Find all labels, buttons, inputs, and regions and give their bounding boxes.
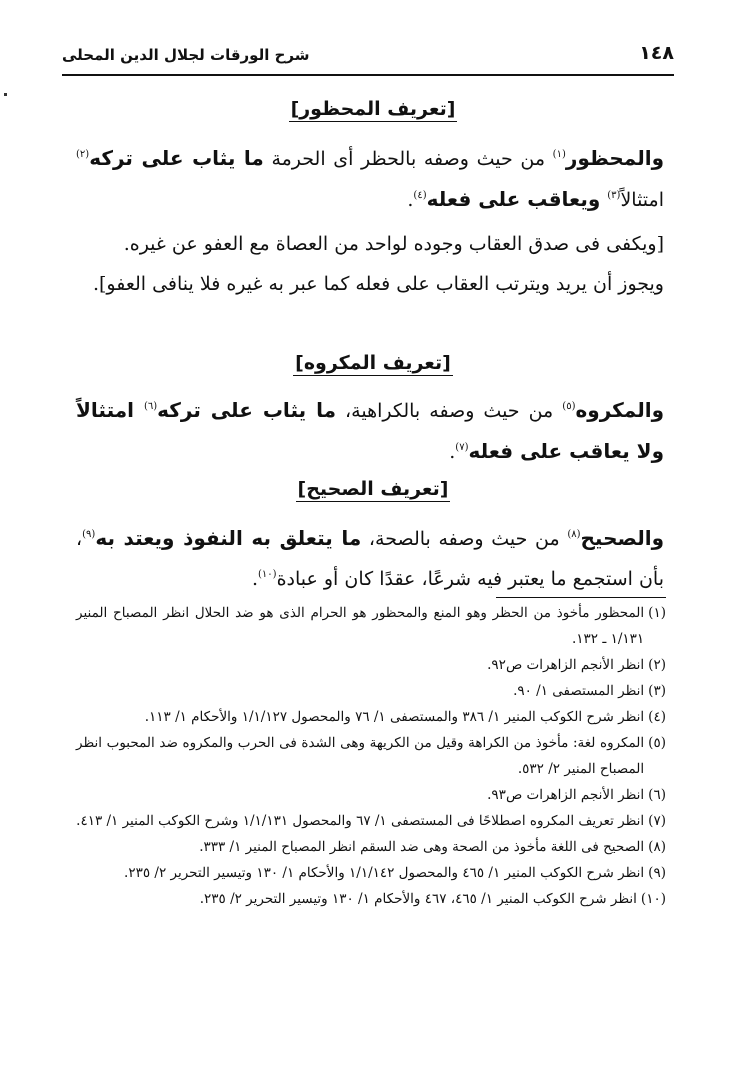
footnote (76, 678, 666, 704)
footnote-text: انظر شرح الكوكب المنير ١/ ٣٨٦ والمستصفى ١/ ٧٦ والمحصول ١/١/١٢٧ والأحكام ١/ ١١٣. (144, 709, 645, 725)
commentary-text: [ويكفى فى صدق العقاب وجوده لواحد من العصاة مع العفو عن غيره. (123, 233, 664, 255)
term-makruh: والمكروه (575, 398, 664, 422)
footnote-ref-3[interactable]: (٣) (607, 190, 621, 201)
footnote-number: (٤) (648, 709, 666, 725)
text-segment: ، بأن استجمع ما يعتبر فيه شرعًا، عقدًا كان أو عبادة (76, 528, 664, 590)
text-segment: . (407, 189, 414, 211)
footnote-ref-7[interactable]: (٧) (455, 442, 469, 453)
footnote-ref-6[interactable]: (٦) (143, 401, 158, 412)
footnote-ref-10[interactable]: (١٠) (258, 569, 277, 580)
footnote (76, 808, 666, 834)
footnote-number: (٩) (648, 865, 666, 881)
footnote-number: (١٠) (640, 891, 666, 907)
footnote-number: (٨) (648, 839, 666, 855)
footnote-ref-8[interactable]: (٨) (567, 529, 581, 540)
definition-mahzur-2: ويعاقب على فعله (426, 187, 608, 211)
footnote-number: (٢) (648, 657, 666, 673)
page-number: ١٤٨ (639, 42, 674, 64)
footnote (76, 652, 666, 678)
heading-mahzur-text: [تعريف المحظور] (290, 98, 456, 120)
paragraph-sahih (76, 518, 664, 599)
text-segment: من حيث وصفه بالحظر أى الحرمة (263, 148, 553, 170)
scan-speck (4, 93, 7, 96)
footnote-number: (١) (648, 605, 666, 621)
definition-sahih: ما يتعلق به النفوذ ويعتد به (95, 526, 362, 550)
footnote (76, 886, 666, 912)
footnote (76, 730, 666, 782)
heading-sahih (0, 478, 746, 502)
term-sahih: والصحيح (580, 526, 665, 550)
footnote-text: انظر الأنجم الزاهرات ص٩٣. (487, 787, 645, 803)
text-segment: . (251, 568, 258, 590)
footnote-ref-4[interactable]: (٤) (413, 190, 427, 201)
commentary-text: ويجوز أن يريد ويترتب العقاب على فعله كما عبر به غيره فلا ينافى العفو]. (92, 273, 664, 295)
running-header (62, 40, 674, 76)
commentary-1 (76, 224, 664, 264)
footnote-text: المحظور مأخوذ من الحظر وهو المنع والمحظور هو الحرام الذى هو ضد الحلال انظر المصباح المنير ١/١٣١ ـ ١٣٢. (76, 605, 645, 647)
footnote-text: المكروه لغة: مأخوذ من الكراهة وقيل من الكريهة وهى الشدة فى الحرب والمكروه ضد المحبوب انظر المصباح المنير ٢/ ٥٣٢. (76, 735, 645, 777)
footnote-number: (٧) (648, 813, 666, 829)
footnote-number: (٦) (648, 787, 666, 803)
footnote-text: انظر شرح الكوكب المنير ١/ ٤٦٥، ٤٦٧ والأحكام ١/ ١٣٠ وتيسير التحرير ٢/ ٢٣٥. (199, 891, 637, 907)
heading-mahzur (0, 98, 746, 122)
footnote-ref-1[interactable]: (١) (552, 149, 566, 160)
footnote-ref-9[interactable]: (٩) (82, 529, 96, 540)
text-segment: من حيث وصفه بالصحة، (361, 528, 568, 550)
footnotes-divider (496, 597, 666, 598)
footnote-text: الصحيح فى اللغة مأخوذ من الصحة وهى ضد السقم انظر المصباح المنير ١/ ٣٣٣. (199, 839, 645, 855)
text-segment: امتثالاً (620, 189, 664, 211)
footnote-ref-2[interactable]: (٢) (76, 149, 90, 160)
footnote-text: انظر شرح الكوكب المنير ١/ ٤٦٥ والمحصول ١/١/١٤٢ والأحكام ١/ ١٣٠ وتيسير التحرير ٢/ ٢٣٥. (124, 865, 645, 881)
footnote (76, 834, 666, 860)
heading-makruh-text: [تعريف المكروه] (295, 352, 451, 374)
footnote (76, 600, 666, 652)
footnote-text: انظر تعريف المكروه اصطلاحًا فى المستصفى ١/ ٦٧ والمحصول ١/١/١٣١ وشرح الكوكب المنير ١/ ٤١٣. (76, 813, 645, 829)
heading-makruh (0, 352, 746, 376)
footnote (76, 782, 666, 808)
footnote-text: انظر المستصفى ١/ ٩٠. (513, 683, 645, 699)
footnote (76, 704, 666, 730)
heading-sahih-text: [تعريف الصحيح] (297, 478, 449, 500)
paragraph-makruh (76, 390, 664, 472)
text-segment: . (449, 441, 456, 463)
term-mahzur: والمحظور (565, 146, 664, 170)
footnote-text: انظر الأنجم الزاهرات ص٩٢. (487, 657, 645, 673)
definition-makruh: ما يثاب على تركه (157, 398, 336, 422)
book-title: شرح الورقات لجلال الدين المحلى (62, 46, 310, 64)
footnotes (76, 600, 666, 912)
footnote-number: (٥) (648, 735, 666, 751)
footnote-number: (٣) (648, 683, 666, 699)
footnote-ref-5[interactable]: (٥) (562, 401, 576, 412)
text-segment: من حيث وصفه بالكراهية، (335, 400, 563, 422)
footnote (76, 860, 666, 886)
commentary-2 (76, 264, 664, 304)
definition-makruh-2: امتثالاً ولا يعاقب على فعله (76, 398, 664, 463)
definition-mahzur: ما يثاب على تركه (89, 146, 264, 170)
paragraph-mahzur (76, 138, 664, 220)
